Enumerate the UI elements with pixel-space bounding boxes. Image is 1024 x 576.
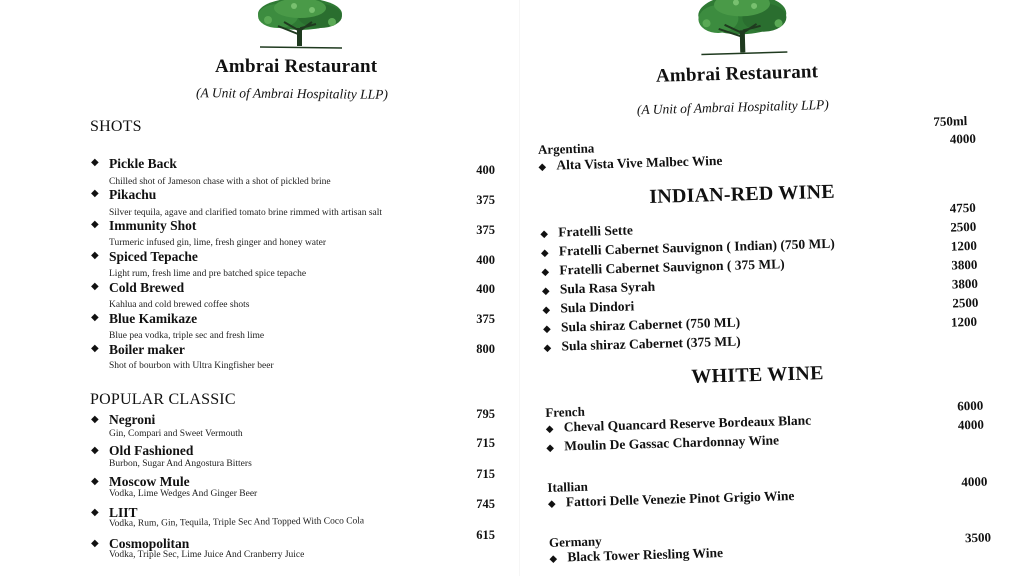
bullet-icon: ◆: [546, 442, 555, 454]
bullet-icon: ◆: [91, 219, 99, 230]
restaurant-subtitle: (A Unit of Ambrai Hospitality LLP): [195, 85, 388, 102]
item-name: Pickle Back: [109, 156, 177, 171]
item-name: Blue Kamikaze: [109, 311, 198, 326]
size-header: 750ml: [933, 113, 968, 130]
wine-price: 3500: [964, 529, 992, 546]
item-description: Light rum, fresh lime and pre batched spice tepache: [109, 269, 307, 279]
wine-name: Black Tower Riesling Wine: [567, 545, 724, 565]
bullet-icon: ◆: [91, 312, 99, 323]
wine-price: 4000: [957, 416, 985, 433]
wine-name: Cheval Quancard Reserve Bordeaux Blanc: [563, 412, 812, 435]
item-description: Shot of bourbon with Ultra Kingfisher beer: [109, 361, 274, 371]
bullet-icon: ◆: [91, 281, 99, 292]
bullet-icon: ◆: [91, 445, 99, 456]
wine-name: Sula Dindori: [560, 298, 635, 316]
bullet-icon: ◆: [91, 343, 99, 354]
wine-price: 1200: [950, 237, 978, 254]
restaurant-name: Ambrai Restaurant: [215, 56, 378, 77]
wine-price: 1200: [950, 313, 978, 330]
wine-price: 3800: [951, 275, 979, 292]
wine-name: Fratelli Cabernet Sauvignon ( Indian) (750 ML): [558, 235, 835, 259]
restaurant-name: Ambrai Restaurant: [655, 61, 819, 87]
item-description: Vodka, Rum, Gin, Tequila, Triple Sec And Topped With Coco Cola: [108, 516, 365, 529]
item-name: Old Fashioned: [109, 443, 194, 458]
item-price: 715: [476, 436, 495, 450]
bullet-icon: ◆: [91, 157, 99, 168]
item-name: Pikachu: [109, 187, 157, 202]
item-name: Negroni: [109, 412, 156, 427]
wine-price: 6000: [957, 397, 984, 414]
section-title-indian-red-wine: INDIAN-RED WINE: [649, 180, 836, 208]
wine-price: 3800: [951, 256, 978, 273]
country-germany: Germany: [548, 533, 602, 550]
item-description: Turmeric infused gin, lime, fresh ginger and honey water: [109, 238, 327, 248]
section-title-white-wine: WHITE WINE: [691, 362, 824, 388]
wine-name: Fratelli Sette: [558, 222, 634, 240]
tree-logo-icon: [694, 0, 792, 58]
country-argentina: Argentina: [537, 140, 595, 158]
bullet-icon: ◆: [538, 161, 547, 174]
section-title-shots: SHOTS: [90, 118, 142, 135]
bullet-icon: ◆: [91, 250, 99, 261]
item-price: 800: [476, 342, 495, 356]
item-description: Chilled shot of Jameson chase with a shot of pickled brine: [109, 177, 331, 187]
item-name: Moscow Mule: [109, 474, 190, 489]
item-description: Gin, Compari and Sweet Vermouth: [109, 429, 243, 439]
bullet-icon: ◆: [547, 498, 556, 510]
item-description: Kahlua and cold brewed coffee shots: [109, 300, 250, 310]
tree-logo-icon: [254, 0, 346, 50]
bullet-icon: ◆: [545, 423, 554, 435]
bullet-icon: ◆: [540, 247, 549, 260]
item-price: 715: [476, 467, 495, 481]
item-price: 400: [476, 163, 495, 177]
wine-price: 2500: [950, 218, 977, 235]
item-description: Silver tequila, agave and clarified tomato brine rimmed with artisan salt: [109, 208, 383, 218]
item-name: Immunity Shot: [109, 218, 197, 233]
section-title-popular-classic: POPULAR CLASSIC: [90, 391, 236, 408]
bullet-icon: ◆: [543, 342, 552, 354]
bullet-icon: ◆: [542, 323, 551, 335]
item-name: Boiler maker: [109, 342, 185, 357]
wine-name: Fattori Delle Venezie Pinot Grigio Wine: [565, 488, 795, 510]
wine-name: Moulin De Gassac Chardonnay Wine: [564, 432, 780, 454]
item-price: 375: [476, 193, 495, 207]
bullet-icon: ◆: [91, 507, 99, 518]
country-italian: Itallian: [547, 478, 589, 495]
bullet-icon: ◆: [91, 188, 99, 199]
bullet-icon: ◆: [91, 476, 99, 487]
wine-name: Fratelli Cabernet Sauvignon ( 375 ML): [559, 256, 785, 278]
menu-page-right: [520, 0, 1024, 576]
wine-name: Alta Vista Vive Malbec Wine: [556, 152, 723, 173]
country-french: French: [545, 403, 586, 420]
item-price: 795: [476, 407, 495, 421]
item-price: 745: [476, 497, 495, 511]
restaurant-subtitle: (A Unit of Ambrai Hospitality LLP): [636, 96, 829, 118]
item-price: 615: [476, 528, 495, 542]
bullet-icon: ◆: [541, 266, 550, 279]
item-name: Cold Brewed: [109, 280, 185, 295]
item-name: Spiced Tepache: [109, 249, 198, 264]
item-name: LIIT: [109, 505, 138, 520]
wine-price: 4750: [949, 199, 976, 216]
bullet-icon: ◆: [540, 228, 549, 241]
bullet-icon: ◆: [541, 285, 550, 297]
bullet-icon: ◆: [542, 304, 551, 316]
item-price: 375: [476, 223, 495, 237]
wine-name: Sula shiraz Cabernet (750 ML): [560, 314, 741, 335]
item-price: 400: [476, 253, 495, 267]
wine-price: 2500: [952, 294, 979, 311]
wine-name: Sula shiraz Cabernet (375 ML): [561, 333, 741, 354]
bullet-icon: ◆: [91, 414, 99, 425]
item-price: 375: [476, 312, 495, 326]
bullet-icon: ◆: [549, 553, 558, 565]
item-description: Blue pea vodka, triple sec and fresh lime: [109, 331, 265, 341]
item-description: Vodka, Triple Sec, Lime Juice And Cranberry Juice: [109, 550, 305, 560]
wine-price: 4000: [949, 130, 977, 147]
wine-price: 4000: [961, 473, 988, 490]
item-description: Burbon, Sugar And Angostura Bitters: [109, 459, 252, 469]
item-description: Vodka, Lime Wedges And Ginger Beer: [109, 489, 258, 499]
item-price: 400: [476, 282, 495, 296]
wine-name: Sula Rasa Syrah: [559, 278, 656, 297]
item-name: Cosmopolitan: [109, 536, 190, 551]
bullet-icon: ◆: [91, 538, 99, 549]
